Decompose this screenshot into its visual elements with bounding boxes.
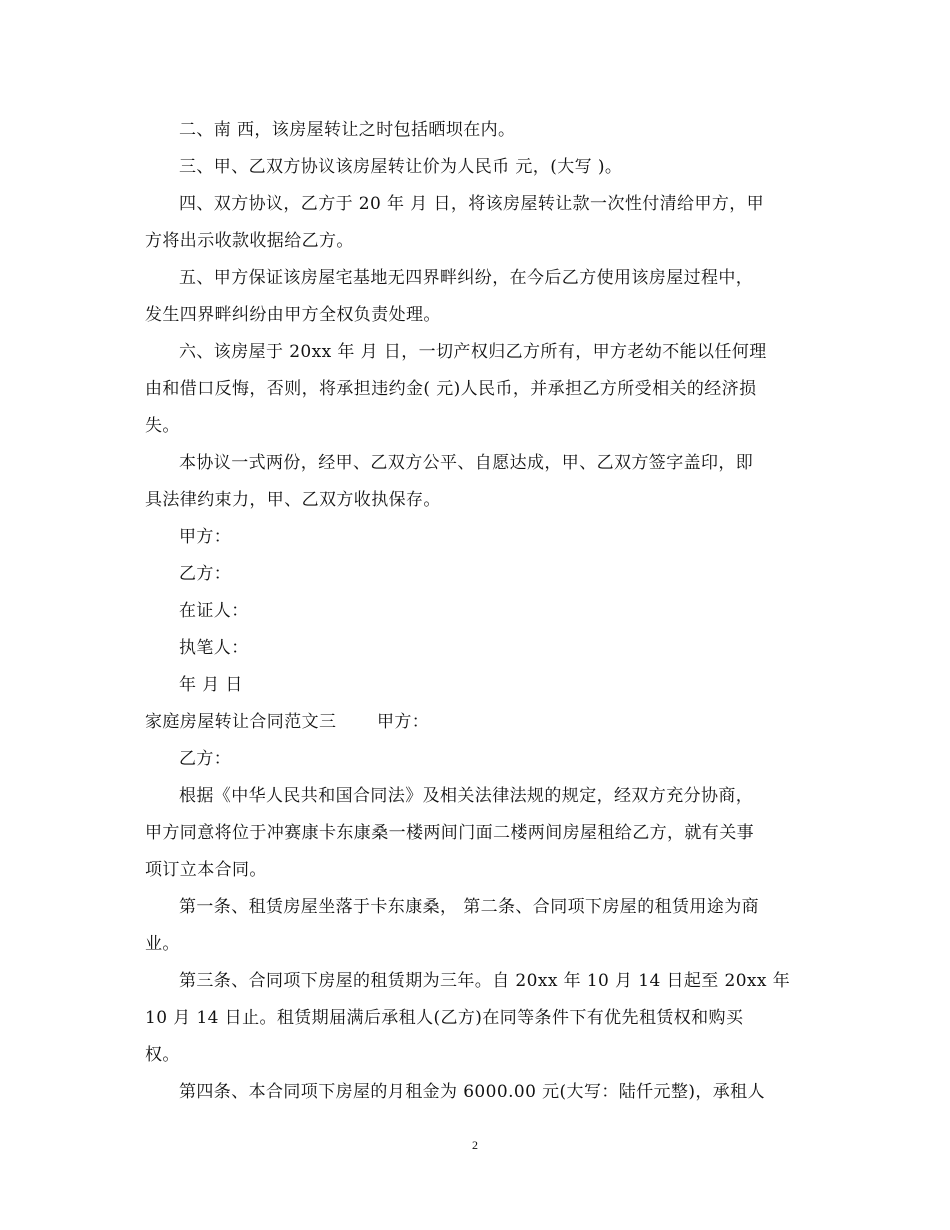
body-line: 三、甲、乙双方协议该房屋转让价为人民币 元，(大写 )。	[179, 157, 623, 177]
body-line: 六、该房屋于 20xx 年 月 日，一切产权归乙方所有，甲方老幼不能以任何理	[179, 342, 767, 362]
signature-witness: 在证人：	[179, 601, 249, 621]
body-line: 甲方同意将位于冲赛康卡东康桑一楼两间门面二楼两间房屋租给乙方，就有关事	[145, 823, 754, 843]
body-line: 具法律约束力，甲、乙双方收执保存。	[145, 490, 441, 510]
signature-party-a: 甲方：	[179, 527, 232, 547]
body-line: 本协议一式两份，经甲、乙双方公平、自愿达成，甲、乙双方签字盖印，即	[179, 453, 754, 473]
body-line: 失。	[145, 416, 180, 436]
body-line: 乙方：	[179, 749, 232, 769]
page-number: 2	[472, 1138, 478, 1152]
signature-party-b: 乙方：	[179, 564, 232, 584]
body-line: 由和借口反悔，否则，将承担违约金( 元)人民币，并承担乙方所受相关的经济损	[145, 379, 757, 399]
body-line: 发生四界畔纠纷由甲方全权负责处理。	[145, 305, 441, 325]
body-line: 10 月 14 日止。租赁期届满后承租人(乙方)在同等条件下有优先租赁权和购买	[145, 1008, 744, 1028]
signature-writer: 执笔人：	[179, 638, 249, 658]
body-line: 第一条、租赁房屋坐落于卡东康桑， 第二条、合同项下房屋的租赁用途为商	[179, 897, 760, 917]
body-line: 根据《中华人民共和国合同法》及相关法律法规的规定，经双方充分协商，	[179, 786, 754, 806]
body-line: 二、南 西，该房屋转让之时包括晒坝在内。	[179, 120, 516, 140]
signature-date: 年 月 日	[179, 675, 243, 695]
body-line: 五、甲方保证该房屋宅基地无四界畔纠纷，在今后乙方使用该房屋过程中，	[179, 268, 754, 288]
body-line: 业。	[145, 934, 180, 954]
body-line: 第四条、本合同项下房屋的月租金为 6000.00 元(大写：陆仟元整)，承租人	[179, 1082, 765, 1102]
body-line: 项订立本合同。	[145, 860, 267, 880]
section-title: 家庭房屋转让合同范文三 甲方：	[145, 712, 430, 732]
body-line: 权。	[145, 1045, 180, 1065]
body-line: 四、双方协议，乙方于 20 年 月 日，将该房屋转让款一次性付清给甲方，甲	[179, 194, 765, 214]
body-line: 第三条、合同项下房屋的租赁期为三年。自 20xx 年 10 月 14 日起至 20xx 年	[179, 971, 791, 991]
body-line: 方将出示收款收据给乙方。	[145, 231, 354, 251]
